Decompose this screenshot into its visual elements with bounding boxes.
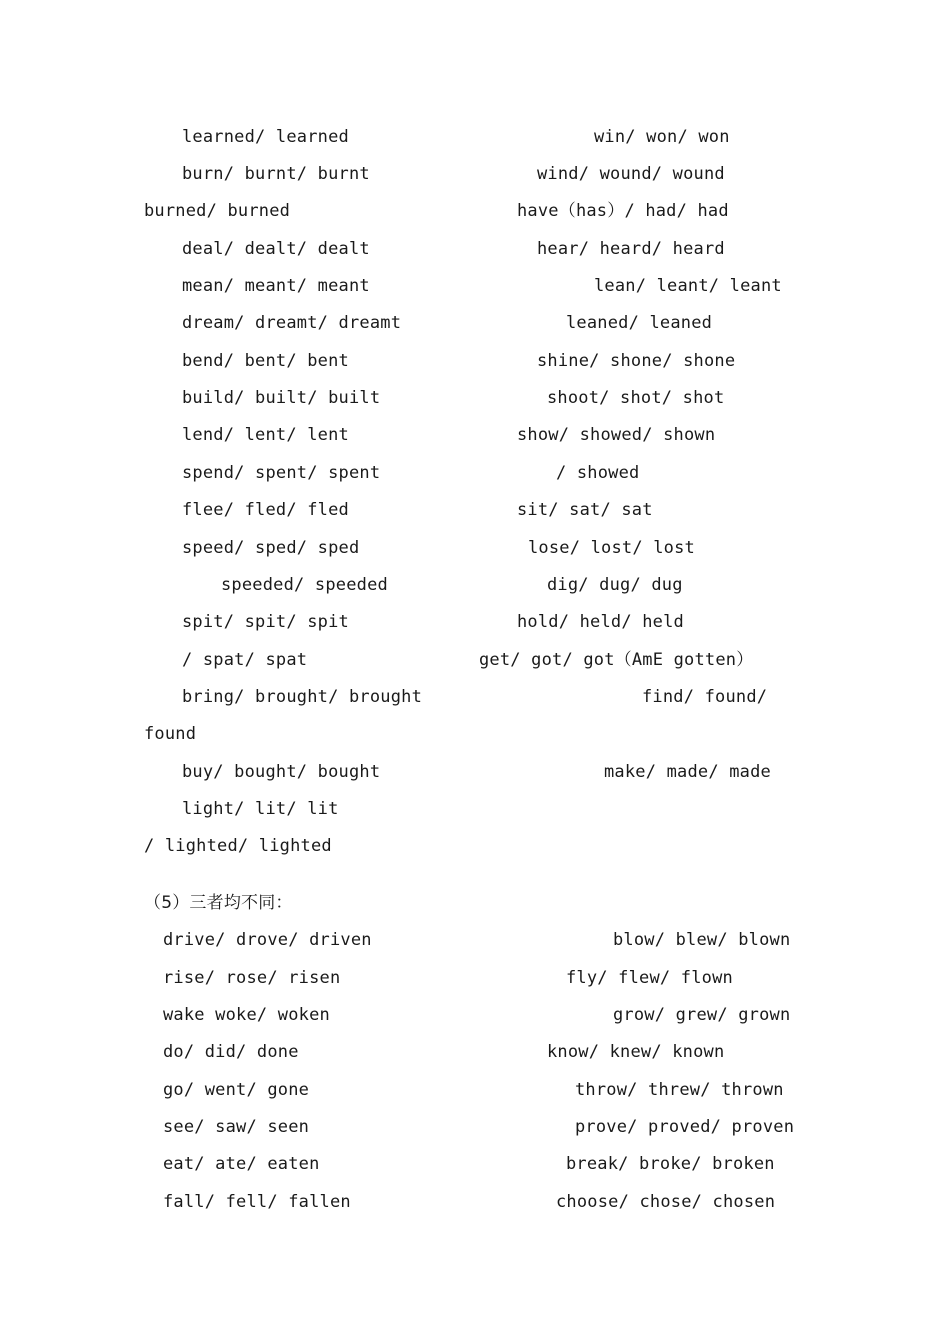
verb-entry: spit/ spit/ spit bbox=[182, 612, 349, 632]
verb-entry: throw/ threw/ thrown bbox=[575, 1080, 784, 1100]
verb-entry: shine/ shone/ shone bbox=[537, 351, 736, 371]
verb-entry: speeded/ speeded bbox=[221, 575, 388, 595]
verb-entry: sit/ sat/ sat bbox=[517, 500, 653, 520]
verb-entry: mean/ meant/ meant bbox=[182, 276, 370, 296]
verb-entry: blow/ blew/ blown bbox=[613, 930, 791, 950]
verb-entry: eat/ ate/ eaten bbox=[163, 1154, 320, 1174]
verb-entry: wind/ wound/ wound bbox=[537, 164, 725, 184]
verb-entry: fly/ flew/ flown bbox=[566, 968, 733, 988]
verb-entry: lean/ leant/ leant bbox=[594, 276, 782, 296]
verb-entry: dream/ dreamt/ dreamt bbox=[182, 313, 402, 333]
verb-entry: wake woke/ woken bbox=[163, 1005, 330, 1025]
verb-entry: buy/ bought/ bought bbox=[182, 762, 381, 782]
verb-entry: burned/ burned bbox=[144, 201, 291, 221]
verb-entry: find/ found/ bbox=[642, 687, 768, 707]
verb-entry: fall/ fell/ fallen bbox=[163, 1192, 351, 1212]
verb-entry: see/ saw/ seen bbox=[163, 1117, 310, 1137]
verb-entry: grow/ grew/ grown bbox=[613, 1005, 791, 1025]
verb-entry: / lighted/ lighted bbox=[144, 836, 332, 856]
verb-entry: / showed bbox=[556, 463, 640, 483]
verb-entry: dig/ dug/ dug bbox=[547, 575, 683, 595]
verb-entry: make/ made/ made bbox=[604, 762, 771, 782]
verb-entry: / spat/ spat bbox=[182, 650, 308, 670]
verb-entry: lose/ lost/ lost bbox=[528, 538, 695, 558]
verb-entry: bend/ bent/ bent bbox=[182, 351, 349, 371]
verb-entry: know/ knew/ known bbox=[547, 1042, 725, 1062]
verb-entry: hear/ heard/ heard bbox=[537, 239, 725, 259]
verb-entry: go/ went/ gone bbox=[163, 1080, 310, 1100]
verb-entry: leaned/ leaned bbox=[566, 313, 713, 333]
verb-entry: get/ got/ got（AmE gotten） bbox=[479, 650, 754, 670]
verb-entry: break/ broke/ broken bbox=[566, 1154, 775, 1174]
verb-entry: win/ won/ won bbox=[594, 127, 730, 147]
verb-entry: flee/ fled/ fled bbox=[182, 500, 349, 520]
verb-entry: hold/ held/ held bbox=[517, 612, 684, 632]
verb-entry: choose/ chose/ chosen bbox=[556, 1192, 776, 1212]
verb-entry: drive/ drove/ driven bbox=[163, 930, 372, 950]
verb-entry: light/ lit/ lit bbox=[182, 799, 339, 819]
verb-entry: speed/ sped/ sped bbox=[182, 538, 360, 558]
verb-entry: found bbox=[144, 724, 197, 744]
verb-entry: build/ built/ built bbox=[182, 388, 381, 408]
verb-entry: lend/ lent/ lent bbox=[182, 425, 349, 445]
verb-entry: deal/ dealt/ dealt bbox=[182, 239, 370, 259]
verb-entry: bring/ brought/ brought bbox=[182, 687, 423, 707]
verb-entry: have（has）/ had/ had bbox=[517, 201, 729, 221]
verb-entry: burn/ burnt/ burnt bbox=[182, 164, 370, 184]
verb-entry: learned/ learned bbox=[182, 127, 349, 147]
section-heading: （5）三者均不同： bbox=[144, 893, 293, 913]
verb-entry: shoot/ shot/ shot bbox=[547, 388, 725, 408]
verb-entry: prove/ proved/ proven bbox=[575, 1117, 795, 1137]
verb-entry: spend/ spent/ spent bbox=[182, 463, 381, 483]
verb-entry: do/ did/ done bbox=[163, 1042, 299, 1062]
verb-entry: show/ showed/ shown bbox=[517, 425, 716, 445]
verb-entry: rise/ rose/ risen bbox=[163, 968, 341, 988]
